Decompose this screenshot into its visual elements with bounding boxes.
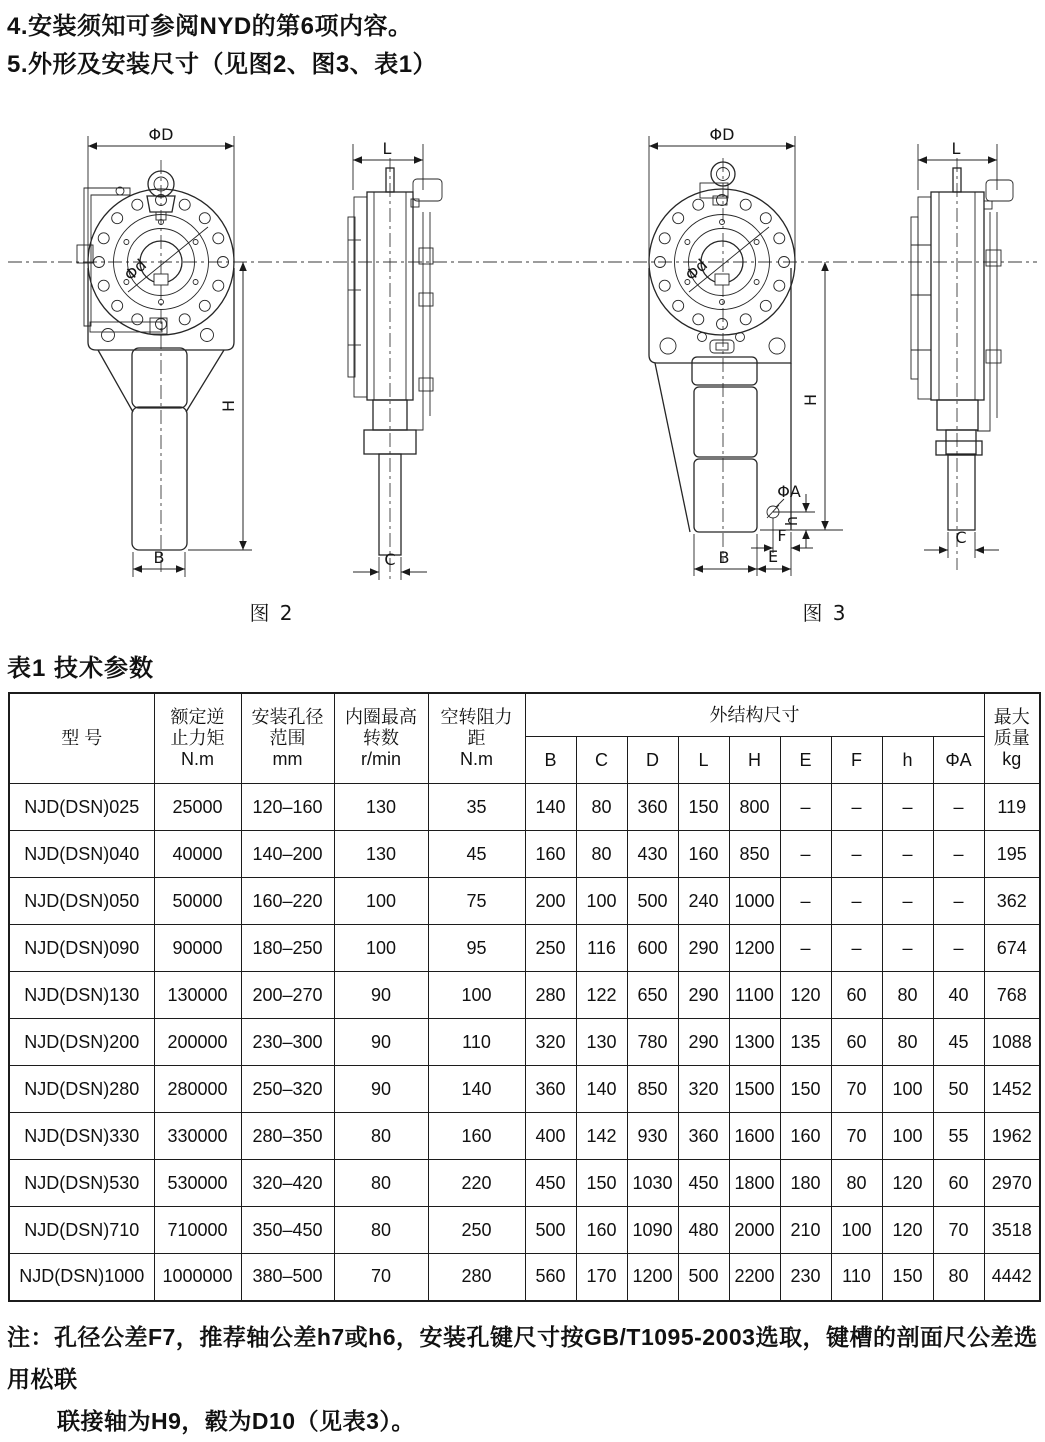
intro-text bbox=[7, 8, 437, 84]
value-cell: 180–250 bbox=[241, 925, 334, 972]
table-header bbox=[9, 693, 1040, 784]
value-cell: 80 bbox=[576, 784, 627, 831]
value-cell: 160 bbox=[576, 1207, 627, 1254]
table-row bbox=[9, 1066, 1040, 1113]
value-cell: 80 bbox=[576, 831, 627, 878]
value-cell: 230–300 bbox=[241, 1019, 334, 1066]
value-cell: 100 bbox=[334, 925, 428, 972]
value-cell: 1452 bbox=[984, 1066, 1040, 1113]
value-cell: 150 bbox=[882, 1254, 933, 1301]
value-cell: – bbox=[780, 784, 831, 831]
fig2-arm-thick-label: C bbox=[384, 550, 396, 569]
fig3-hole-f-label: F bbox=[777, 526, 787, 545]
col-header-torque: 额定逆 止力矩 N.m bbox=[154, 693, 241, 784]
value-cell: 1088 bbox=[984, 1019, 1040, 1066]
table-row bbox=[9, 1207, 1040, 1254]
value-cell: 200000 bbox=[154, 1019, 241, 1066]
value-cell: 160 bbox=[428, 1113, 525, 1160]
fig2-outer-dia-label: ΦD bbox=[148, 125, 174, 144]
value-cell: 160 bbox=[678, 831, 729, 878]
value-cell: 90000 bbox=[154, 925, 241, 972]
value-cell: 330000 bbox=[154, 1113, 241, 1160]
value-cell: 100 bbox=[882, 1066, 933, 1113]
fig3-arm-width-label: B bbox=[718, 548, 730, 567]
fig3-arm-thick-label: C bbox=[955, 528, 967, 547]
value-cell: 100 bbox=[831, 1207, 882, 1254]
value-cell: 320 bbox=[525, 1019, 576, 1066]
value-cell: 290 bbox=[678, 925, 729, 972]
fig3-hole-e-label: E bbox=[767, 547, 779, 566]
value-cell: 70 bbox=[334, 1254, 428, 1301]
value-cell: 240 bbox=[678, 878, 729, 925]
model-cell: NJD(DSN)130 bbox=[9, 972, 154, 1019]
value-cell: 150 bbox=[678, 784, 729, 831]
value-cell: 90 bbox=[334, 1019, 428, 1066]
value-cell: 210 bbox=[780, 1207, 831, 1254]
value-cell: 850 bbox=[729, 831, 780, 878]
col-header-bore-range: 安装孔径 范围 mm bbox=[241, 693, 334, 784]
value-cell: 320–420 bbox=[241, 1160, 334, 1207]
value-cell: 2000 bbox=[729, 1207, 780, 1254]
value-cell: 1100 bbox=[729, 972, 780, 1019]
table-row bbox=[9, 1113, 1040, 1160]
value-cell: 160 bbox=[780, 1113, 831, 1160]
intro-line-2: 5.外形及安装尺寸（见图2、图3、表1） bbox=[7, 51, 438, 78]
value-cell: 1500 bbox=[729, 1066, 780, 1113]
footnote bbox=[7, 1316, 1045, 1442]
value-cell: 780 bbox=[627, 1019, 678, 1066]
value-cell: 350–450 bbox=[241, 1207, 334, 1254]
value-cell: 40 bbox=[933, 972, 984, 1019]
value-cell: – bbox=[831, 784, 882, 831]
value-cell: 560 bbox=[525, 1254, 576, 1301]
model-cell: NJD(DSN)530 bbox=[9, 1160, 154, 1207]
table-row bbox=[9, 1254, 1040, 1301]
value-cell: 290 bbox=[678, 972, 729, 1019]
value-cell: 500 bbox=[678, 1254, 729, 1301]
value-cell: 100 bbox=[428, 972, 525, 1019]
value-cell: 142 bbox=[576, 1113, 627, 1160]
value-cell: 140 bbox=[428, 1066, 525, 1113]
model-cell: NJD(DSN)050 bbox=[9, 878, 154, 925]
value-cell: 160 bbox=[525, 831, 576, 878]
value-cell: 500 bbox=[627, 878, 678, 925]
figure2-caption: 图 2 bbox=[249, 601, 295, 625]
value-cell: – bbox=[882, 878, 933, 925]
value-cell: – bbox=[933, 784, 984, 831]
value-cell: 130 bbox=[334, 784, 428, 831]
fig3-hole-dia-label: ΦA bbox=[777, 482, 801, 501]
fig2-arm-width-label: B bbox=[153, 548, 165, 567]
col-header-L: L bbox=[678, 737, 729, 784]
value-cell: 160–220 bbox=[241, 878, 334, 925]
value-cell: 75 bbox=[428, 878, 525, 925]
model-cell: NJD(DSN)280 bbox=[9, 1066, 154, 1113]
value-cell: 130 bbox=[576, 1019, 627, 1066]
value-cell: 90 bbox=[334, 1066, 428, 1113]
value-cell: 80 bbox=[334, 1160, 428, 1207]
value-cell: 100 bbox=[334, 878, 428, 925]
value-cell: 70 bbox=[933, 1207, 984, 1254]
footnote-line-1: 注：孔径公差F7，推荐轴公差h7或h6，安装孔键尺寸按GB/T1095-2003选取，键槽的剖面尺公差选用松联 bbox=[7, 1324, 1038, 1392]
value-cell: 930 bbox=[627, 1113, 678, 1160]
value-cell: 80 bbox=[334, 1113, 428, 1160]
value-cell: 195 bbox=[984, 831, 1040, 878]
col-header-drag-torque: 空转阻力 距 N.m bbox=[428, 693, 525, 784]
value-cell: 120 bbox=[780, 972, 831, 1019]
value-cell: 1200 bbox=[627, 1254, 678, 1301]
fig3-outer-dia-label: ΦD bbox=[709, 125, 735, 144]
value-cell: 320 bbox=[678, 1066, 729, 1113]
value-cell: 40000 bbox=[154, 831, 241, 878]
value-cell: 170 bbox=[576, 1254, 627, 1301]
value-cell: 360 bbox=[627, 784, 678, 831]
value-cell: 1090 bbox=[627, 1207, 678, 1254]
table-row bbox=[9, 1160, 1040, 1207]
fig3-height-label: H bbox=[801, 393, 820, 407]
value-cell: 430 bbox=[627, 831, 678, 878]
value-cell: 25000 bbox=[154, 784, 241, 831]
value-cell: 130000 bbox=[154, 972, 241, 1019]
value-cell: 450 bbox=[525, 1160, 576, 1207]
value-cell: 250 bbox=[428, 1207, 525, 1254]
model-cell: NJD(DSN)330 bbox=[9, 1113, 154, 1160]
value-cell: 362 bbox=[984, 878, 1040, 925]
value-cell: 4442 bbox=[984, 1254, 1040, 1301]
value-cell: 1962 bbox=[984, 1113, 1040, 1160]
value-cell: 3518 bbox=[984, 1207, 1040, 1254]
value-cell: 280000 bbox=[154, 1066, 241, 1113]
value-cell: 80 bbox=[882, 1019, 933, 1066]
value-cell: 45 bbox=[933, 1019, 984, 1066]
value-cell: 290 bbox=[678, 1019, 729, 1066]
value-cell: 480 bbox=[678, 1207, 729, 1254]
value-cell: 45 bbox=[428, 831, 525, 878]
value-cell: 140 bbox=[576, 1066, 627, 1113]
value-cell: 200 bbox=[525, 878, 576, 925]
value-cell: 120 bbox=[882, 1160, 933, 1207]
value-cell: 200–270 bbox=[241, 972, 334, 1019]
value-cell: 280 bbox=[428, 1254, 525, 1301]
figure3-front-view bbox=[649, 125, 843, 576]
value-cell: 600 bbox=[627, 925, 678, 972]
col-header-max-speed: 内圈最高 转数 r/min bbox=[334, 693, 428, 784]
value-cell: 35 bbox=[428, 784, 525, 831]
value-cell: 710000 bbox=[154, 1207, 241, 1254]
value-cell: 90 bbox=[334, 972, 428, 1019]
value-cell: 500 bbox=[525, 1207, 576, 1254]
value-cell: – bbox=[882, 925, 933, 972]
figure3-caption: 图 3 bbox=[802, 601, 848, 625]
model-cell: NJD(DSN)710 bbox=[9, 1207, 154, 1254]
value-cell: 100 bbox=[882, 1113, 933, 1160]
value-cell: 60 bbox=[831, 1019, 882, 1066]
value-cell: 140 bbox=[525, 784, 576, 831]
parameters-table bbox=[8, 692, 1041, 1302]
value-cell: 380–500 bbox=[241, 1254, 334, 1301]
figure2-front-view bbox=[77, 125, 252, 577]
value-cell: 100 bbox=[576, 878, 627, 925]
value-cell: – bbox=[831, 878, 882, 925]
value-cell: 1600 bbox=[729, 1113, 780, 1160]
value-cell: 80 bbox=[334, 1207, 428, 1254]
value-cell: 1000 bbox=[729, 878, 780, 925]
value-cell: 2970 bbox=[984, 1160, 1040, 1207]
value-cell: 220 bbox=[428, 1160, 525, 1207]
value-cell: 95 bbox=[428, 925, 525, 972]
value-cell: – bbox=[933, 878, 984, 925]
value-cell: 119 bbox=[984, 784, 1040, 831]
value-cell: 80 bbox=[831, 1160, 882, 1207]
value-cell: – bbox=[933, 925, 984, 972]
table-row bbox=[9, 1019, 1040, 1066]
value-cell: 120 bbox=[882, 1207, 933, 1254]
col-header-h: h bbox=[882, 737, 933, 784]
intro-line-1: 4.安装须知可参阅NYD的第6项内容。 bbox=[7, 13, 413, 40]
value-cell: 360 bbox=[678, 1113, 729, 1160]
value-cell: – bbox=[882, 784, 933, 831]
value-cell: 1000000 bbox=[154, 1254, 241, 1301]
value-cell: – bbox=[780, 878, 831, 925]
value-cell: 2200 bbox=[729, 1254, 780, 1301]
value-cell: – bbox=[831, 925, 882, 972]
value-cell: 50000 bbox=[154, 878, 241, 925]
table-body bbox=[9, 784, 1040, 1301]
value-cell: 1800 bbox=[729, 1160, 780, 1207]
fig3-hole-h-label: h bbox=[782, 515, 801, 527]
table-row bbox=[9, 972, 1040, 1019]
value-cell: 280–350 bbox=[241, 1113, 334, 1160]
model-cell: NJD(DSN)1000 bbox=[9, 1254, 154, 1301]
value-cell: 250 bbox=[525, 925, 576, 972]
value-cell: 80 bbox=[933, 1254, 984, 1301]
value-cell: – bbox=[780, 831, 831, 878]
value-cell: – bbox=[882, 831, 933, 878]
value-cell: 230 bbox=[780, 1254, 831, 1301]
value-cell: 674 bbox=[984, 925, 1040, 972]
value-cell: 50 bbox=[933, 1066, 984, 1113]
table-row bbox=[9, 925, 1040, 972]
value-cell: 140–200 bbox=[241, 831, 334, 878]
value-cell: 1300 bbox=[729, 1019, 780, 1066]
value-cell: 800 bbox=[729, 784, 780, 831]
col-header-C: C bbox=[576, 737, 627, 784]
value-cell: 530000 bbox=[154, 1160, 241, 1207]
value-cell: 80 bbox=[882, 972, 933, 1019]
figure2-side-view bbox=[348, 139, 442, 582]
value-cell: 70 bbox=[831, 1066, 882, 1113]
col-header-max-mass: 最大 质量 kg bbox=[984, 693, 1040, 784]
value-cell: 1030 bbox=[627, 1160, 678, 1207]
value-cell: 110 bbox=[831, 1254, 882, 1301]
table-title: 表1 技术参数 bbox=[7, 655, 155, 682]
col-header-phiA: ΦA bbox=[933, 737, 984, 784]
value-cell: 180 bbox=[780, 1160, 831, 1207]
value-cell: 280 bbox=[525, 972, 576, 1019]
value-cell: 116 bbox=[576, 925, 627, 972]
fig3-length-label: L bbox=[951, 139, 961, 158]
value-cell: 135 bbox=[780, 1019, 831, 1066]
model-cell: NJD(DSN)040 bbox=[9, 831, 154, 878]
value-cell: 450 bbox=[678, 1160, 729, 1207]
value-cell: 150 bbox=[780, 1066, 831, 1113]
value-cell: 110 bbox=[428, 1019, 525, 1066]
model-cell: NJD(DSN)025 bbox=[9, 784, 154, 831]
value-cell: 250–320 bbox=[241, 1066, 334, 1113]
value-cell: – bbox=[780, 925, 831, 972]
value-cell: 120–160 bbox=[241, 784, 334, 831]
table-row bbox=[9, 831, 1040, 878]
fig2-height-label: H bbox=[219, 399, 238, 413]
value-cell: 60 bbox=[933, 1160, 984, 1207]
value-cell: 70 bbox=[831, 1113, 882, 1160]
col-header-E: E bbox=[780, 737, 831, 784]
value-cell: 55 bbox=[933, 1113, 984, 1160]
fig3-bore-label: Φd bbox=[681, 255, 712, 285]
value-cell: 1200 bbox=[729, 925, 780, 972]
col-header-F: F bbox=[831, 737, 882, 784]
value-cell: 130 bbox=[334, 831, 428, 878]
col-header-outer-dims: 外结构尺寸 bbox=[525, 693, 984, 737]
model-cell: NJD(DSN)200 bbox=[9, 1019, 154, 1066]
table-row bbox=[9, 784, 1040, 831]
col-header-D: D bbox=[627, 737, 678, 784]
value-cell: 60 bbox=[831, 972, 882, 1019]
value-cell: 360 bbox=[525, 1066, 576, 1113]
value-cell: 400 bbox=[525, 1113, 576, 1160]
value-cell: 768 bbox=[984, 972, 1040, 1019]
technical-drawings bbox=[0, 100, 1045, 645]
value-cell: 150 bbox=[576, 1160, 627, 1207]
footnote-line-2: 联接轴为H9，毂为D10（见表3）。 bbox=[57, 1408, 415, 1434]
col-header-B: B bbox=[525, 737, 576, 784]
value-cell: – bbox=[831, 831, 882, 878]
value-cell: – bbox=[933, 831, 984, 878]
fig2-bore-label: Φd bbox=[120, 255, 151, 285]
figure3-side-view bbox=[911, 139, 1013, 570]
value-cell: 650 bbox=[627, 972, 678, 1019]
col-header-H: H bbox=[729, 737, 780, 784]
value-cell: 122 bbox=[576, 972, 627, 1019]
col-header-model: 型 号 bbox=[9, 693, 154, 784]
value-cell: 850 bbox=[627, 1066, 678, 1113]
fig2-length-label: L bbox=[382, 139, 392, 158]
table-row bbox=[9, 878, 1040, 925]
model-cell: NJD(DSN)090 bbox=[9, 925, 154, 972]
